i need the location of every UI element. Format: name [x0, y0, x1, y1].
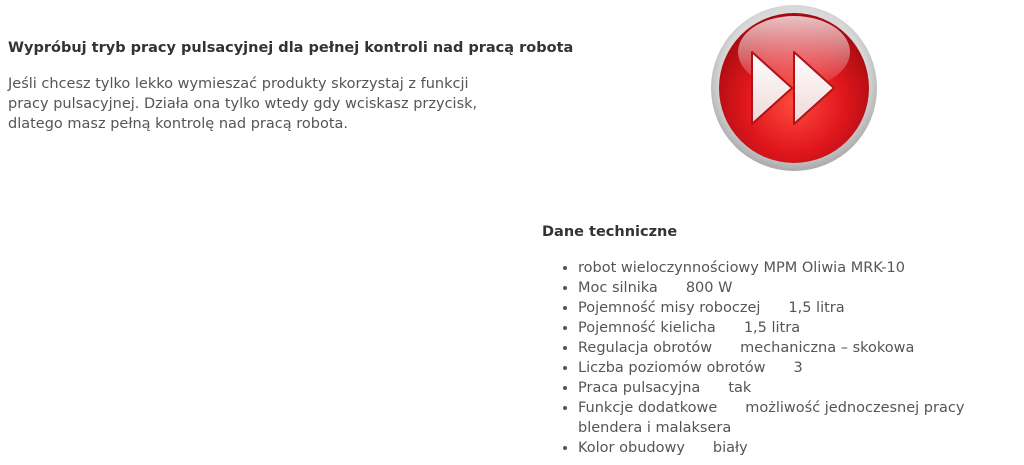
spec-value: mechaniczna – skokowa	[740, 340, 915, 356]
list-item	[578, 278, 1022, 298]
spec-label: Praca pulsacyjna	[578, 380, 701, 396]
spec-value: 3	[793, 360, 803, 376]
list-item	[578, 358, 1022, 378]
spec-label: Moc silnika	[578, 280, 658, 296]
spec-label: Regulacja obrotów	[578, 340, 713, 356]
spec-value: 800 W	[685, 280, 733, 296]
list-item	[578, 258, 1022, 278]
list-item	[578, 438, 1022, 458]
spec-label: Kolor obudowy	[578, 440, 685, 456]
spec-value: biały	[712, 440, 748, 456]
list-item	[578, 378, 1022, 398]
list-item	[578, 338, 1022, 358]
fast-forward-icon	[710, 4, 878, 172]
spec-label: Pojemność misy roboczej	[578, 300, 761, 316]
spec-label: Funkcje dodatkowe	[578, 400, 718, 416]
list-item	[578, 318, 1022, 338]
spec-value: możliwość jednoczesnej pracy blendera i malaksera	[578, 400, 965, 436]
spec-value: 1,5 litra	[743, 320, 801, 336]
feature-description: Jeśli chcesz tylko lekko wymieszać produkty skorzystaj z funkcji pracy pulsacyjnej. Działa ona tylko wtedy gdy wciskasz przycisk, dlatego masz pełną kontrolę nad pracą robota.	[8, 76, 478, 132]
spec-label: Pojemność kielicha	[578, 320, 716, 336]
spec-label: robot wieloczynnościowy MPM Oliwia MRK-10	[578, 260, 905, 276]
specs-list	[542, 258, 1022, 458]
spec-label: Liczba poziomów obrotów	[578, 360, 766, 376]
list-item	[578, 298, 1022, 318]
spec-value: tak	[728, 380, 752, 396]
spec-value: 1,5 litra	[788, 300, 845, 316]
list-item	[578, 398, 1022, 438]
specs-title: Dane techniczne	[542, 224, 678, 240]
feature-title: Wypróbuj tryb pracy pulsacyjnej dla pełnej kontroli nad pracą robota	[8, 40, 574, 56]
